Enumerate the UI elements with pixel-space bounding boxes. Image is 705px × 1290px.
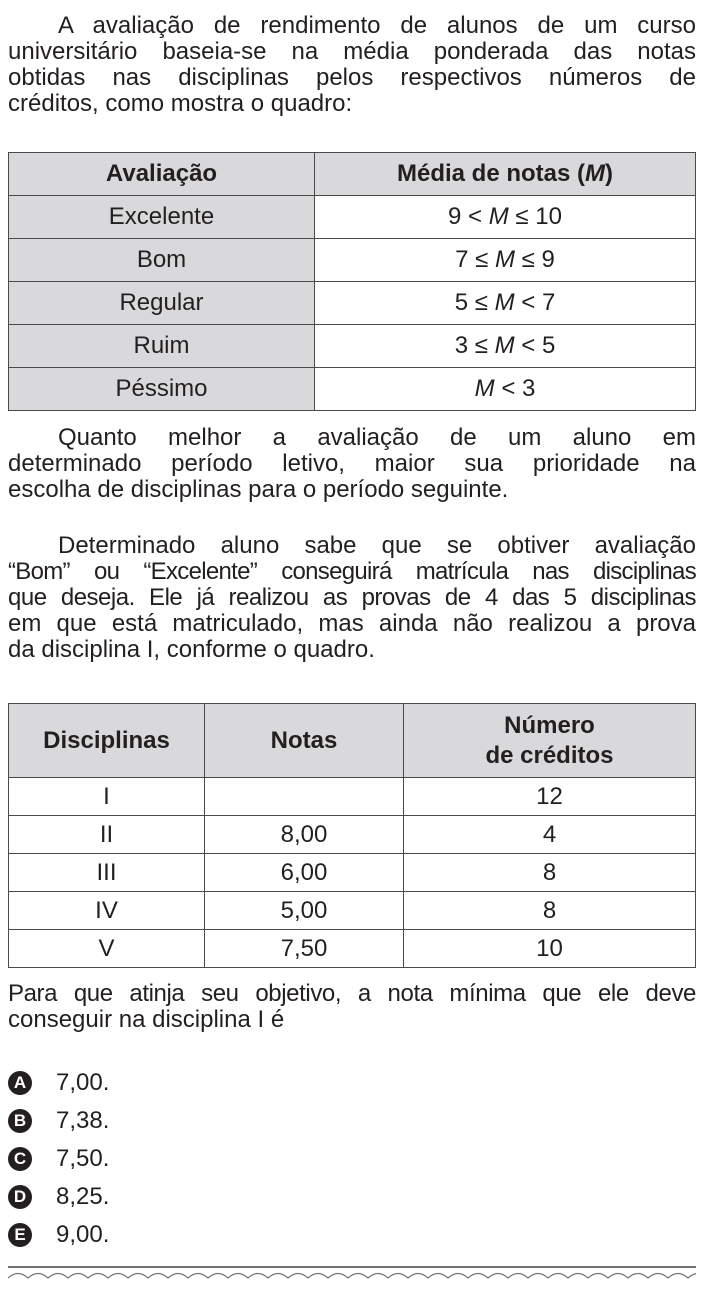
evaluation-table — [8, 152, 696, 411]
header-disciplinas: Disciplinas — [9, 704, 205, 778]
disciplina-cell: I — [9, 778, 205, 816]
table-row — [9, 778, 696, 816]
creditos-cell: 8 — [404, 854, 696, 892]
paragraph-line: da disciplina I, conforme o quadro. — [8, 636, 375, 663]
creditos-cell: 8 — [404, 892, 696, 930]
paragraph-line: que deseja. Ele já realizou as provas de 4 das 5 disciplinas — [8, 584, 696, 611]
rating-range: M < 3 — [315, 368, 696, 411]
header-media: Média de notas (M) — [315, 153, 696, 196]
question-paragraph — [8, 981, 696, 1033]
table-row — [9, 196, 696, 239]
option-text: 9,00. — [56, 1221, 110, 1248]
answer-options — [8, 1064, 109, 1254]
nota-cell: 8,00 — [205, 816, 404, 854]
option-d[interactable] — [8, 1178, 109, 1216]
option-letter-badge: D — [8, 1185, 32, 1209]
nota-cell: 7,50 — [205, 930, 404, 968]
nota-cell — [205, 778, 404, 816]
option-letter-badge: C — [8, 1147, 32, 1171]
table-row — [9, 325, 696, 368]
student-paragraph — [8, 533, 696, 663]
header-avaliacao: Avaliação — [9, 153, 315, 196]
option-text: 7,00. — [56, 1069, 110, 1096]
creditos-cell: 4 — [404, 816, 696, 854]
header-creditos — [404, 704, 696, 778]
intro-paragraph — [8, 13, 696, 117]
table-row — [9, 930, 696, 968]
rating-label: Péssimo — [9, 368, 315, 411]
option-text: 7,50. — [56, 1145, 110, 1172]
option-text: 8,25. — [56, 1183, 110, 1210]
header-creditos-line2: de créditos — [485, 741, 614, 769]
table-row — [9, 282, 696, 325]
paragraph-line: Quanto melhor a avaliação de um aluno em — [58, 424, 696, 451]
nota-cell: 6,00 — [205, 854, 404, 892]
option-e[interactable] — [8, 1216, 109, 1254]
option-c[interactable] — [8, 1140, 109, 1178]
rating-label: Excelente — [9, 196, 315, 239]
paragraph-line: em que está matriculado, mas ainda não realizou a prova — [8, 610, 696, 637]
rating-range: 7 ≤ M ≤ 9 — [315, 239, 696, 282]
intro-line: créditos, como mostra o quadro: — [8, 90, 353, 117]
disciplina-cell: IV — [9, 892, 205, 930]
paragraph-line: “Bom” ou “Excelente” conseguirá matrícula nas disciplinas — [8, 558, 696, 585]
wavy-divider — [8, 1266, 696, 1280]
option-text: 7,38. — [56, 1107, 110, 1134]
option-b[interactable] — [8, 1102, 109, 1140]
intro-line: universitário baseia-se na média ponderada das notas — [8, 38, 696, 65]
table-header-row — [9, 153, 696, 196]
header-notas: Notas — [205, 704, 404, 778]
option-letter-badge: B — [8, 1109, 32, 1133]
nota-cell: 5,00 — [205, 892, 404, 930]
disciplina-cell: V — [9, 930, 205, 968]
disciplines-table — [8, 703, 696, 968]
table-row — [9, 368, 696, 411]
creditos-cell: 12 — [404, 778, 696, 816]
table-row — [9, 854, 696, 892]
rating-range: 5 ≤ M < 7 — [315, 282, 696, 325]
option-letter-badge: E — [8, 1223, 32, 1247]
option-a[interactable] — [8, 1064, 109, 1102]
table-row — [9, 892, 696, 930]
table-row — [9, 239, 696, 282]
paragraph-line: escolha de disciplinas para o período seguinte. — [8, 476, 509, 503]
intro-line: A avaliação de rendimento de alunos de um curso — [58, 12, 696, 39]
question-line: conseguir na disciplina I é — [8, 1006, 285, 1033]
intro-line: obtidas nas disciplinas pelos respectivos números de — [8, 64, 696, 91]
disciplina-cell: III — [9, 854, 205, 892]
disciplina-cell: II — [9, 816, 205, 854]
table-header-row — [9, 704, 696, 778]
paragraph-line: Determinado aluno sabe que se obtiver avaliação — [58, 532, 696, 559]
header-creditos-line1: Número — [504, 711, 595, 739]
paragraph-line: determinado período letivo, maior sua prioridade na — [8, 450, 696, 477]
rating-label: Ruim — [9, 325, 315, 368]
table-row — [9, 816, 696, 854]
priority-paragraph — [8, 425, 696, 503]
rating-label: Bom — [9, 239, 315, 282]
rating-range: 3 ≤ M < 5 — [315, 325, 696, 368]
rating-label: Regular — [9, 282, 315, 325]
question-line: Para que atinja seu objetivo, a nota mínima que ele deve — [8, 980, 696, 1007]
option-letter-badge: A — [8, 1071, 32, 1095]
creditos-cell: 10 — [404, 930, 696, 968]
rating-range: 9 < M ≤ 10 — [315, 196, 696, 239]
